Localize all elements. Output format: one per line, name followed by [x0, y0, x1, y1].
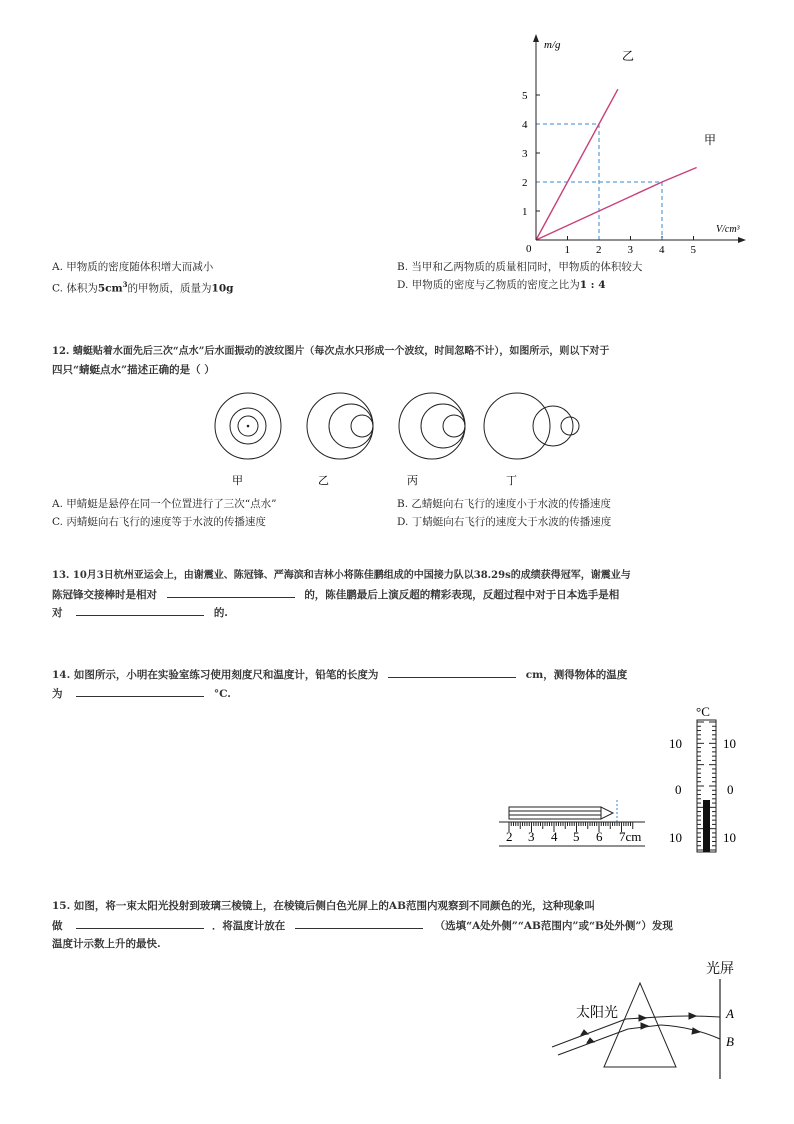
ripple-yi — [307, 393, 373, 459]
q14-line1-post: cm，测得物体的温度 — [525, 669, 628, 681]
q12-option-a[interactable]: A. 甲蜻蜓是悬停在同一个位置进行了三次“点水” — [52, 498, 277, 510]
q11-option-d-ratio: 1 : 4 — [579, 279, 606, 291]
q11-option-c-mass: 10g — [211, 282, 234, 295]
ripple-label-yi: 乙 — [318, 475, 329, 487]
ray-inside-1-arrow — [639, 1015, 646, 1021]
ruler-label-3: 3 — [528, 829, 535, 844]
y-tick-label-4: 4 — [522, 119, 528, 131]
ruler-label-6: 6 — [596, 829, 603, 844]
x-tick-label-1: 1 — [564, 244, 570, 256]
q13-line2-post: 的，陈佳鹏最后上演反超的精彩表现，反超过程中对于日本选手是相 — [304, 589, 620, 601]
q13-line2 — [52, 585, 619, 604]
q15-line3: 温度计示数上升的最快. — [52, 938, 161, 950]
q11-option-d[interactable] — [397, 278, 606, 292]
ripple-label-ding: 丁 — [506, 475, 517, 487]
line-yi-label: 乙 — [622, 49, 635, 63]
q15-line1: 15. 如图，将一束太阳光投射到玻璃三棱镜上，在棱镜后侧白色光屏上的AB范围内观察到不同颜色的光，这种现象叫 — [52, 900, 595, 912]
thermo-right-10-bottom: 10 — [723, 830, 736, 845]
q11-option-c[interactable] — [52, 278, 234, 296]
q14-line2-post: °C. — [213, 688, 231, 700]
thermo-left-10-top: 10 — [669, 736, 682, 751]
ruler-label-2: 2 — [506, 829, 513, 844]
y-axis-label: m/g — [544, 39, 561, 51]
q12-option-d[interactable]: D. 丁蜻蜓向右飞行的速度大于水波的传播速度 — [397, 516, 612, 528]
point-b-label: B — [726, 1034, 734, 1049]
q14-blank-length[interactable] — [388, 665, 516, 678]
pencil — [509, 807, 613, 819]
q15-blank-1[interactable] — [76, 916, 204, 929]
ripple-bing — [399, 393, 465, 459]
x-tick-label-2: 2 — [596, 244, 602, 256]
q15-line2-pre: 做 — [52, 920, 63, 932]
x-tick-label-5: 5 — [690, 244, 696, 256]
q15-line2-mid: ．将温度计放在 — [211, 920, 286, 932]
q15-line2 — [52, 916, 673, 935]
ruler-pencil-figure — [495, 790, 655, 850]
q14-line1 — [52, 665, 627, 684]
ray-in-2-arrow — [587, 1038, 594, 1043]
ripple-jia — [215, 393, 281, 459]
thermo-liquid — [703, 800, 710, 852]
q15-blank-2[interactable] — [295, 916, 423, 929]
point-a-label: A — [726, 1006, 734, 1021]
x-axis-arrow — [738, 237, 746, 243]
q11-option-d-pre: D. 甲物质的密度与乙物质的密度之比为 — [397, 279, 580, 291]
q13-line1: 13. 10月3日杭州亚运会上，由谢震业、陈冠锋、严海滨和吉林小将陈佳鹏组成的中国接力队以38.29s的成绩获得冠军，谢震业与 — [52, 570, 631, 581]
thermo-left-10-bottom: 10 — [669, 830, 682, 845]
q14-line1-pre: 14. 如图所示，小明在实验室练习使用刻度尺和温度计，铅笔的长度为 — [52, 669, 379, 681]
x-tick-label-4: 4 — [659, 244, 665, 256]
thermo-right-10-top: 10 — [723, 736, 736, 751]
ripple-figure — [210, 390, 600, 490]
y-tick-label-3: 3 — [522, 148, 528, 160]
y-tick-label-1: 1 — [522, 206, 528, 218]
q13-line3-pre: 对 — [52, 607, 63, 619]
q11-option-c-sup: 3 — [122, 280, 128, 289]
series-line-yi — [536, 89, 618, 240]
q13-blank-2[interactable] — [76, 603, 204, 616]
x-tick-label-3: 3 — [627, 244, 633, 256]
ripple-ding — [484, 393, 579, 459]
q12-option-c[interactable]: C. 丙蜻蜓向右飞行的速度等于水波的传播速度 — [52, 516, 266, 528]
q12-stem-line1: 12. 蜻蜓贴着水面先后三次“点水”后水面振动的波纹图片（每次点水只形成一个波纹，时间忽略不计），如图所示，则以下对于 — [52, 346, 610, 357]
prism-figure — [548, 955, 748, 1085]
q13-line2-pre: 陈冠锋交接棒时是相对 — [52, 589, 157, 601]
y-axis-arrow — [533, 34, 539, 42]
q11-option-c-post: 的甲物质，质量为 — [127, 282, 212, 295]
y-tick-label-2: 2 — [522, 177, 528, 189]
q14-line2-pre: 为 — [52, 688, 63, 700]
ruler-label-5: 5 — [573, 829, 580, 844]
thermo-unit: °C — [696, 704, 710, 719]
sun-label: 太阳光 — [576, 1006, 618, 1021]
series-line-jia — [536, 168, 697, 241]
q14-blank-temperature[interactable] — [76, 684, 204, 697]
ray-out-2 — [661, 1025, 720, 1039]
x-axis-label: V/cm³ — [716, 224, 740, 235]
q11-option-c-pre: C. 体积为 — [52, 282, 98, 295]
thermo-left-0: 0 — [675, 782, 682, 797]
ray-in-1-arrow — [581, 1030, 588, 1035]
line-jia-label: 甲 — [704, 133, 717, 147]
thermometer-figure — [665, 702, 750, 854]
ruler-label-4: 4 — [551, 829, 558, 844]
q11-option-b[interactable]: B. 当甲和乙两物质的质量相同时，甲物质的体积较大 — [397, 261, 643, 273]
ray-out-1-arrow — [689, 1013, 696, 1019]
ripple-label-jia: 甲 — [232, 475, 243, 487]
origin-label: 0 — [526, 243, 532, 255]
q11-option-c-volume: 5cm — [97, 282, 123, 295]
q12-option-b[interactable]: B. 乙蜻蜓向右飞行的速度小于水波的传播速度 — [397, 498, 611, 510]
ruler-label-7cm: 7cm — [619, 829, 642, 844]
y-tick-label-5: 5 — [522, 90, 528, 102]
ray-out-2-arrow — [692, 1028, 700, 1034]
ripple-label-bing: 丙 — [407, 475, 418, 487]
screen-label: 光屏 — [706, 962, 734, 977]
thermo-right-0: 0 — [727, 782, 734, 797]
mass-volume-graph — [510, 30, 770, 260]
q11-option-a[interactable]: A. 甲物质的密度随体积增大而减小 — [52, 261, 214, 273]
q13-blank-1[interactable] — [167, 585, 295, 598]
q14-line2 — [52, 684, 231, 703]
q15-line2-post: （选填“A处外侧”“AB范围内”或“B处外侧”）发现 — [434, 920, 673, 932]
ray-inside-2-arrow — [641, 1023, 648, 1029]
q12-stem-line2: 四只“蜻蜓点水”描述正确的是（ ） — [52, 364, 215, 376]
q13-line3 — [52, 603, 228, 622]
q13-line3-post: 的. — [213, 607, 228, 619]
